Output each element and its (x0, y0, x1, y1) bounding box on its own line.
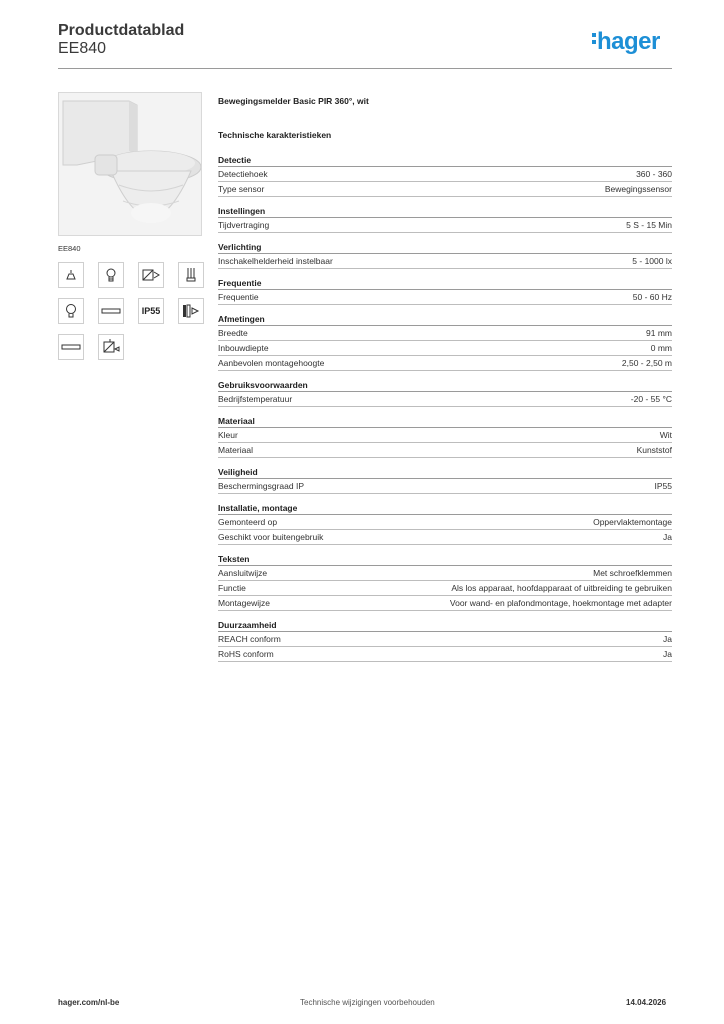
spec-row (218, 428, 672, 443)
spec-row (218, 566, 672, 581)
spec-label: Aanbevolen montagehoogte (218, 358, 325, 368)
spec-row (218, 326, 672, 341)
spec-section (218, 205, 672, 233)
spec-value: Ja (663, 634, 672, 644)
section-title: Installatie, montage (218, 502, 672, 515)
led-driver-icon (178, 298, 204, 324)
motion-sensor-icon (98, 334, 124, 360)
spec-label: Aansluitwijze (218, 568, 268, 578)
spec-section (218, 553, 672, 611)
section-title: Duurzaamheid (218, 619, 672, 632)
spec-row (218, 581, 672, 596)
spec-section (218, 154, 672, 197)
spec-label: Gemonteerd op (218, 517, 278, 527)
spec-row (218, 356, 672, 371)
spec-label: Tijdvertraging (218, 220, 270, 230)
spec-label: Montagewijze (218, 598, 270, 608)
fluorescent-tube-icon (178, 262, 204, 288)
section-title: Verlichting (218, 241, 672, 254)
linear-lamp-icon (58, 334, 84, 360)
section-title: Veiligheid (218, 466, 672, 479)
product-title: Bewegingsmelder Basic PIR 360°, wit (218, 96, 369, 106)
spec-value: IP55 (654, 481, 672, 491)
spec-label: Geschikt voor buitengebruik (218, 532, 324, 542)
spec-value: Voor wand- en plafondmontage, hoekmontage met adapter (449, 598, 672, 608)
spec-section (218, 502, 672, 545)
spec-row (218, 443, 672, 458)
spec-section (218, 241, 672, 269)
spec-label: Beschermingsgraad IP (218, 481, 304, 491)
spec-label: Materiaal (218, 445, 253, 455)
ip55-icon (138, 298, 164, 324)
footer-date: 14.04.2026 (626, 998, 667, 1007)
spec-value: 5 S - 15 Min (626, 220, 672, 230)
header-product-code: EE840 (58, 40, 107, 57)
section-title: Teksten (218, 553, 672, 566)
ip55-label: IP55 (141, 306, 161, 316)
spec-value: Als los apparaat, hoofdapparaat of uitbreiding te gebruiken (451, 583, 672, 593)
spec-row (218, 182, 672, 197)
characteristics-heading: Technische karakteristieken (218, 130, 332, 140)
spec-label: Frequentie (218, 292, 259, 302)
spec-value: 360 - 360 (636, 169, 672, 179)
header-divider (58, 68, 672, 69)
spec-value: Ja (663, 649, 672, 659)
spec-row (218, 254, 672, 269)
section-title: Gebruiksvoorwaarden (218, 379, 672, 392)
product-photo (58, 92, 202, 236)
spec-label: REACH conform (218, 634, 281, 644)
spec-row (218, 596, 672, 611)
spec-row (218, 632, 672, 647)
spec-value: -20 - 55 °C (630, 394, 672, 404)
spec-label: RoHS conform (218, 649, 274, 659)
spec-value: 0 mm (650, 343, 672, 353)
spec-value: 5 - 1000 lx (632, 256, 672, 266)
halogen-bulb-icon (98, 262, 124, 288)
spec-row (218, 341, 672, 356)
spec-value: 2,50 - 2,50 m (621, 358, 672, 368)
spec-row (218, 515, 672, 530)
spec-label: Inbouwdiepte (218, 343, 269, 353)
spec-row (218, 392, 672, 407)
spec-value: Kunststof (636, 445, 672, 455)
spec-value: 50 - 60 Hz (632, 292, 672, 302)
spec-row (218, 167, 672, 182)
spec-value: Oppervlaktemontage (593, 517, 672, 527)
spec-section (218, 379, 672, 407)
section-title: Detectie (218, 154, 672, 167)
hager-logo (592, 28, 660, 56)
spec-row (218, 479, 672, 494)
section-title: Instellingen (218, 205, 672, 218)
transformer-icon (138, 262, 164, 288)
logo-text: hager (597, 28, 660, 55)
bulb-icon (58, 298, 84, 324)
footer-notice: Technische wijzigingen voorbehouden (300, 998, 435, 1007)
spec-value: Ja (663, 532, 672, 542)
footer-website[interactable]: hager.com/nl-be (58, 998, 120, 1007)
technical-info (218, 90, 672, 662)
ceiling-light-icon (58, 262, 84, 288)
product-code-label: EE840 (58, 244, 81, 253)
spec-row (218, 290, 672, 305)
spec-row (218, 647, 672, 662)
spec-label: Kleur (218, 430, 238, 440)
spec-label: Inschakelhelderheid instelbaar (218, 256, 333, 266)
tube-lamp-icon (98, 298, 124, 324)
spec-section (218, 415, 672, 458)
spec-label: Detectiehoek (218, 169, 268, 179)
spec-label: Functie (218, 583, 246, 593)
section-title: Materiaal (218, 415, 672, 428)
spec-section (218, 277, 672, 305)
spec-value: 91 mm (646, 328, 672, 338)
spec-section (218, 466, 672, 494)
spec-value: Wit (659, 430, 672, 440)
spec-section (218, 619, 672, 662)
spec-value: Met schroefklemmen (593, 568, 672, 578)
section-title: Afmetingen (218, 313, 672, 326)
spec-sections (218, 154, 672, 662)
section-title: Frequentie (218, 277, 672, 290)
spec-row (218, 530, 672, 545)
spec-value: Bewegingssensor (604, 184, 672, 194)
spec-label: Bedrijfstemperatuur (218, 394, 293, 404)
spec-label: Type sensor (218, 184, 265, 194)
spec-row (218, 218, 672, 233)
spec-label: Breedte (218, 328, 248, 338)
spec-section (218, 313, 672, 371)
header-title: Productdatablad (58, 22, 185, 39)
